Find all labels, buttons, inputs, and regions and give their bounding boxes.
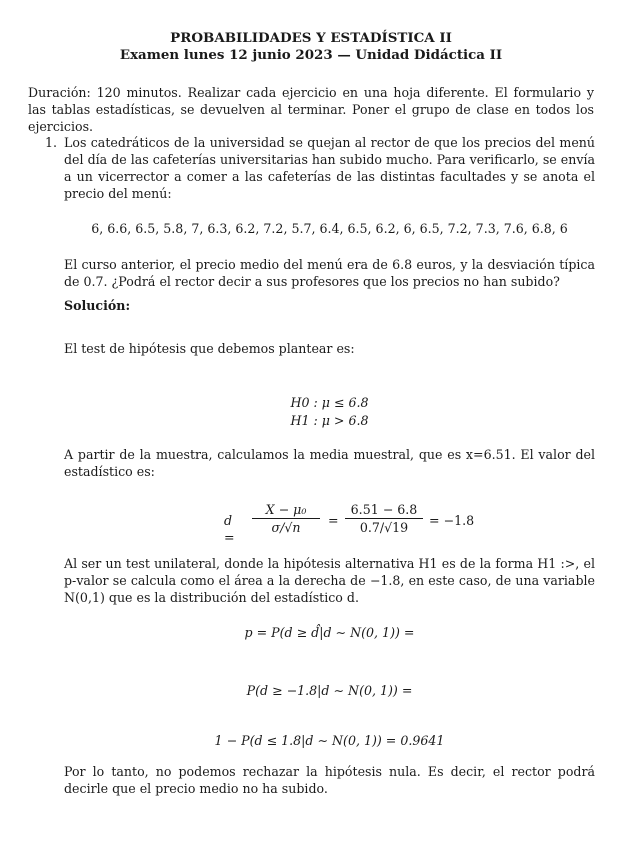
- exercise-number: 1.: [45, 135, 58, 150]
- fraction-numerator: X − μ₀: [252, 501, 320, 519]
- formula-result: = −1.8: [429, 513, 475, 528]
- pvalue-equation-3: 1 − P(d ≤ 1.8|d ∼ N(0, 1)) = 0.9641: [214, 733, 445, 748]
- sample-mean-text: A partir de la muestra, calculamos la media muestral, que es x=6.51. El valor del estadístico es:: [64, 447, 595, 479]
- fraction-denominator: σ/√n: [271, 520, 301, 535]
- pvalue-text: Al ser un test unilateral, donde la hipótesis alternativa H1 es de la forma H1 :>, el p-valor se calcula como el área a la derecha de −1.8, en este caso, de una variable N(0,1) que es la distribución del estadístico d.: [64, 556, 595, 605]
- conclusion-text: Por lo tanto, no podemos rechazar la hipótesis nula. Es decir, el rector podrá decirle que el precio medio no ha subido.: [64, 764, 595, 796]
- fraction-symbolic: [252, 501, 320, 536]
- exercise-question: El curso anterior, el precio medio del menú era de 6.8 euros, y la desviación típica de 0.7. ¿Podrá el rector decir a sus profesores que los precios no han subido?: [64, 257, 595, 289]
- page-title: PROBABILIDADES Y ESTADÍSTICA II: [170, 30, 452, 46]
- page-subtitle: Examen lunes 12 junio 2023 — Unidad Didáctica II: [119, 47, 503, 63]
- pvalue-equation-2: P(d ≥ −1.8|d ∼ N(0, 1)) =: [246, 683, 413, 698]
- pvalue-equation-1: p = P(d ≥ d̂|d ∼ N(0, 1)) =: [244, 625, 415, 640]
- exercise-statement: Los catedráticos de la universidad se quejan al rector de que los precios del menú del día de las cafeterías universitarias han subido mucho. Para verificarlo, se envía a un vicerrector a comer a las cafeterías de las distintas facultades y se anota el precio del menú:: [64, 135, 595, 201]
- alternative-hypothesis: H1 : μ > 6.8: [290, 413, 369, 428]
- fraction-numerator: 6.51 − 6.8: [345, 501, 423, 519]
- fraction-denominator: 0.7/√19: [359, 520, 409, 535]
- null-hypothesis: H0 : μ ≤ 6.8: [290, 395, 369, 410]
- price-data: 6, 6.6, 6.5, 5.8, 7, 6.3, 6.2, 7.2, 5.7, 6.4, 6.5, 6.2, 6, 6.5, 7.2, 7.3, 7.6, 6.8, 6: [91, 221, 568, 236]
- formula-lhs: d =: [224, 513, 235, 545]
- test-intro: El test de hipótesis que debemos plantear es:: [64, 341, 355, 356]
- fraction-numeric: [345, 501, 423, 536]
- solution-heading: Solución:: [64, 298, 131, 313]
- exam-instructions: Duración: 120 minutos. Realizar cada ejercicio en una hoja diferente. El formulario y las tablas estadísticas, se devuelven al terminar. Poner el grupo de clase en todos los ejercicios.: [28, 85, 594, 134]
- equals-sign: =: [328, 513, 339, 528]
